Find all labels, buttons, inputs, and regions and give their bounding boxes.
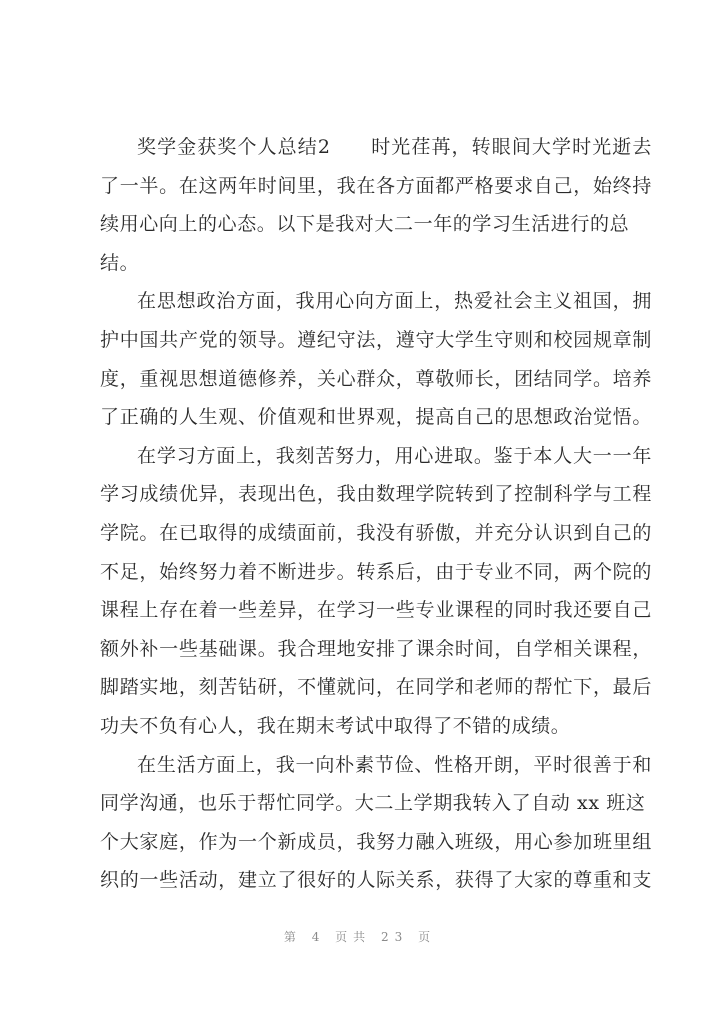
text-line: 个大家庭，作为一个新成员，我努力融入班级，用心参加班里组: [100, 830, 652, 853]
paragraph-intro: [100, 128, 652, 282]
text-line: 续用心向上的心态。以下是我对大二一年的学习生活进行的总: [100, 213, 630, 236]
text-line: 课程上存在着一些差异，在学习一些专业课程的同时我还要自己: [100, 599, 652, 622]
text-line: 了一半。在这两年时间里，我在各方面都严格要求自己，始终持: [100, 174, 652, 197]
page-number-footer: 第 4 页共 23 页: [283, 930, 437, 944]
text-line: 不足，始终努力着不断进步。转系后，由于专业不同，两个院的: [100, 560, 652, 583]
text-line: 功夫不负有心人，我在期末考试中取得了不错的成绩。: [100, 714, 571, 737]
text-line: 织的一些活动，建立了很好的人际关系，获得了大家的尊重和支: [100, 869, 652, 892]
text-line: 在生活方面上，我一向朴素节俭、性格开朗，平时很善于和: [137, 753, 652, 776]
text-line: 脚踏实地，刻苦钻研，不懂就问，在同学和老师的帮忙下，最后: [100, 676, 652, 699]
paragraph-life: [100, 746, 652, 900]
text-line: 奖学金获奖个人总结2 时光荏苒，转眼间大学时光逝去: [137, 136, 652, 158]
text-line: 同学沟通，也乐于帮忙同学。大二上学期我转入了自动 xx 班这: [100, 792, 646, 815]
text-line: 学院。在已取得的成绩面前，我没有骄傲，并充分认识到自己的: [100, 521, 652, 544]
document-body: [100, 128, 652, 900]
text-line: 护中国共产党的领导。遵纪守法，遵守大学生守则和校园规章制: [100, 328, 652, 351]
text-line: 了正确的人生观、价值观和世界观，提高自己的思想政治觉悟。: [100, 406, 652, 429]
text-line: 结。: [100, 251, 140, 274]
text-line: 额外补一些基础课。我合理地安排了课余时间，自学相关课程，: [100, 637, 652, 660]
text-line: 度，重视思想道德修养，关心群众，尊敬师长，团结同学。培养: [100, 367, 652, 390]
paragraph-study: [100, 437, 652, 746]
text-line: 在学习方面上，我刻苦努力，用心进取。鉴于本人大一一年: [137, 444, 652, 467]
paragraph-politics: [100, 282, 652, 436]
text-line: 学习成绩优异，表现出色，我由数理学院转到了控制科学与工程: [100, 483, 652, 506]
text-line: 在思想政治方面，我用心向方面上，热爱社会主义祖国，拥: [137, 290, 652, 313]
